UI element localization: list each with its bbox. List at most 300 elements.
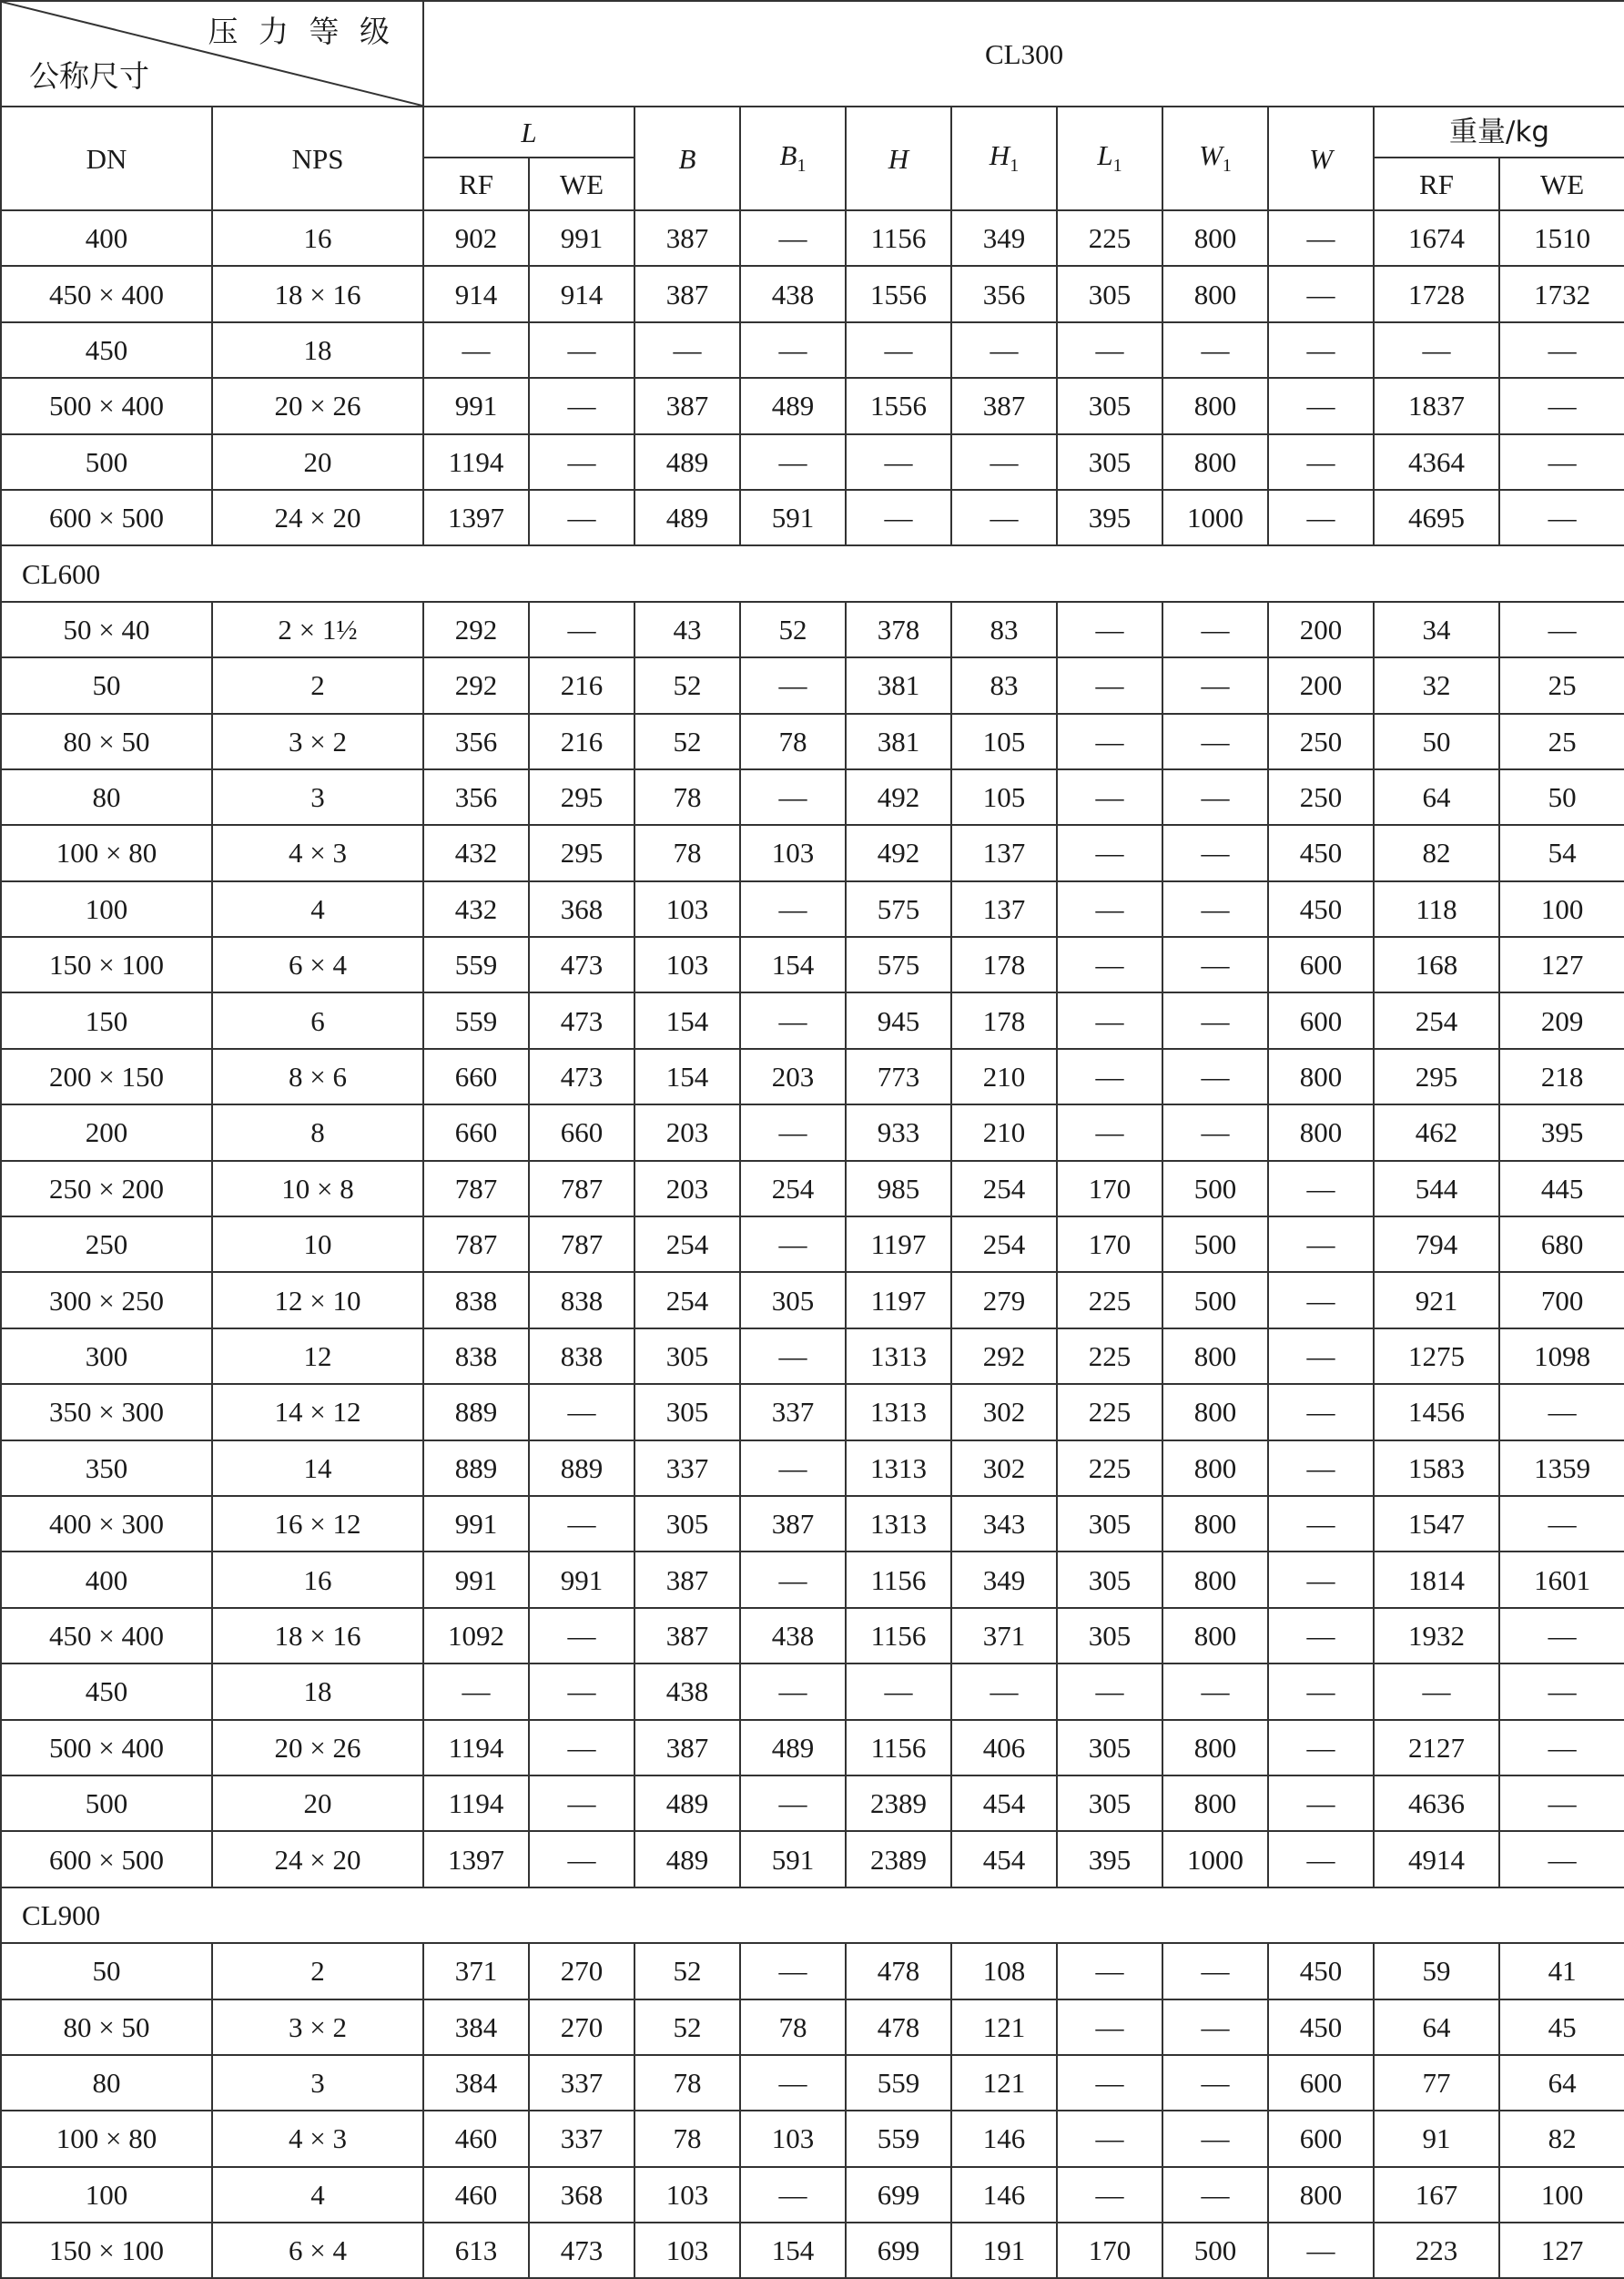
subheader-l-we: WE [529,158,634,210]
table-cell: 154 [740,937,846,992]
table-cell: 387 [634,378,740,433]
class-section-row [1,1887,1624,1943]
table-cell: — [1268,1272,1374,1328]
table-cell: 559 [846,2055,951,2111]
table-cell: 300 [1,1328,212,1384]
table-row [1,1663,1624,1719]
table-cell: — [740,992,846,1048]
table-cell: 295 [529,825,634,880]
table-cell: 800 [1162,266,1268,321]
table-cell: 20 [212,434,423,490]
table-cell: 2127 [1374,1720,1499,1775]
table-cell: 381 [846,657,951,713]
table-cell: — [1057,769,1162,825]
table-cell: 52 [634,1999,740,2055]
table-cell: 1098 [1499,1328,1624,1384]
table-row [1,1999,1624,2055]
table-cell: 450 × 400 [1,1608,212,1663]
table-cell: 1313 [846,1496,951,1552]
table-row [1,1943,1624,1999]
table-cell: 43 [634,602,740,657]
table-cell: 8 × 6 [212,1049,423,1104]
table-cell: 20 [212,1775,423,1831]
table-cell: 660 [423,1104,529,1160]
table-cell: — [1057,2167,1162,2223]
table-cell: 6 [212,992,423,1048]
table-cell: 8 [212,1104,423,1160]
table-cell: 50 [1374,714,1499,769]
table-cell: — [1499,1831,1624,1887]
col-header-w1-letter: W [1199,139,1223,172]
table-cell: 991 [529,210,634,266]
table-cell: 305 [1057,378,1162,433]
table-cell: 127 [1499,2223,1624,2278]
table-cell: 387 [634,1608,740,1663]
table-cell: 492 [846,825,951,880]
table-cell: — [1268,1775,1374,1831]
table-cell: — [1162,825,1268,880]
table-cell: 250 [1268,769,1374,825]
table-cell: — [1162,769,1268,825]
table-cell: — [1499,1720,1624,1775]
table-cell: — [951,322,1057,378]
table-cell: — [1162,602,1268,657]
table-cell: — [1162,1999,1268,2055]
table-cell: — [1162,2167,1268,2223]
table-cell: 559 [423,992,529,1048]
table-cell: — [846,322,951,378]
table-cell: 450 [1,322,212,378]
table-cell: 902 [423,210,529,266]
table-cell: 225 [1057,1272,1162,1328]
table-cell: 24 × 20 [212,1831,423,1887]
table-cell: 305 [1057,1720,1162,1775]
table-cell: 337 [529,2111,634,2166]
table-cell: 1932 [1374,1608,1499,1663]
pressure-class-label: 压 力 等 级 [208,14,395,49]
table-row [1,657,1624,713]
table-cell: 64 [1374,769,1499,825]
table-cell: 91 [1374,2111,1499,2166]
table-cell: — [1162,1943,1268,1999]
table-cell: 50 × 40 [1,602,212,657]
table-cell: 800 [1162,1720,1268,1775]
table-cell: 400 [1,1552,212,1607]
table-cell: — [1268,2223,1374,2278]
table-cell: 914 [423,266,529,321]
table-cell: 200 × 150 [1,1049,212,1104]
table-cell: 4 [212,881,423,937]
table-cell: — [740,1216,846,1272]
table-cell: — [1499,490,1624,545]
table-cell: 600 [1268,992,1374,1048]
table-cell: 384 [423,2055,529,2111]
table-cell: 216 [529,657,634,713]
table-cell: 18 × 16 [212,1608,423,1663]
table-cell: 225 [1057,1384,1162,1440]
table-cell: 1156 [846,1552,951,1607]
table-cell: 78 [740,714,846,769]
header-row-class [1,1,1624,107]
table-cell: 450 [1268,1999,1374,2055]
table-cell: 478 [846,1943,951,1999]
table-cell: 914 [529,266,634,321]
table-cell: 50 [1499,769,1624,825]
table-cell: 82 [1374,825,1499,880]
table-cell: 100 [1499,2167,1624,2223]
table-cell: 105 [951,769,1057,825]
table-cell: 1194 [423,1720,529,1775]
table-cell: 168 [1374,937,1499,992]
table-cell: 500 [1162,2223,1268,2278]
table-cell: 991 [423,378,529,433]
table-cell: 337 [740,1384,846,1440]
table-cell: — [740,2055,846,2111]
table-cell: 889 [423,1440,529,1496]
table-cell: 500 [1162,1272,1268,1328]
table-cell: 1194 [423,434,529,490]
table-cell: — [740,1104,846,1160]
table-cell: 25 [1499,714,1624,769]
table-cell: — [1499,1775,1624,1831]
table-row [1,266,1624,321]
table-row [1,378,1624,433]
table-cell: — [1057,2055,1162,2111]
table-cell: 218 [1499,1049,1624,1104]
table-cell: — [1162,992,1268,1048]
table-row [1,1775,1624,1831]
table-cell: 600 [1268,937,1374,992]
table-cell: — [1162,1663,1268,1719]
table-cell: — [846,490,951,545]
table-cell: 1197 [846,1272,951,1328]
table-cell: 438 [634,1663,740,1719]
table-cell: 167 [1374,2167,1499,2223]
table-cell: 191 [951,2223,1057,2278]
table-cell: 10 × 8 [212,1161,423,1216]
table-cell: 18 [212,1663,423,1719]
table-cell: 10 [212,1216,423,1272]
table-cell: — [1268,266,1374,321]
table-cell: — [740,769,846,825]
table-cell: 500 [1162,1216,1268,1272]
col-header-b1-sub: 1 [797,156,807,177]
table-cell: 250 [1,1216,212,1272]
nominal-size-label: 公称尺寸 [29,58,149,94]
table-cell: 600 × 500 [1,490,212,545]
table-cell: 12 [212,1328,423,1384]
table-cell: — [1057,937,1162,992]
table-cell: 2 [212,657,423,713]
table-cell: 146 [951,2167,1057,2223]
table-cell: 432 [423,881,529,937]
table-cell: — [1162,2111,1268,2166]
table-cell: 25 [1499,657,1624,713]
table-row [1,434,1624,490]
table-cell: — [529,322,634,378]
table-cell: — [740,657,846,713]
table-cell: — [1162,881,1268,937]
table-cell: 3 × 2 [212,1999,423,2055]
table-cell: 150 [1,992,212,1048]
table-cell: 500 [1,1775,212,1831]
col-header-weight: 重量/kg [1374,107,1624,158]
table-cell: 787 [529,1161,634,1216]
col-header-w1-sub: 1 [1222,156,1232,177]
table-cell: — [1268,1328,1374,1384]
table-cell: 170 [1057,1216,1162,1272]
table-cell: — [1057,825,1162,880]
table-cell: — [529,1775,634,1831]
table-cell: 32 [1374,657,1499,713]
table-cell: 14 [212,1440,423,1496]
table-cell: 3 [212,2055,423,2111]
table-cell: 4636 [1374,1775,1499,1831]
table-cell: 473 [529,1049,634,1104]
table-cell: 387 [634,1552,740,1607]
table-cell: 103 [634,2223,740,2278]
table-cell: 473 [529,2223,634,2278]
col-header-h: H [846,107,951,210]
table-cell: 680 [1499,1216,1624,1272]
table-cell: 4 [212,2167,423,2223]
table-row [1,602,1624,657]
table-cell: 400 [1,210,212,266]
table-cell: 1313 [846,1328,951,1384]
table-cell: 137 [951,825,1057,880]
table-cell: 200 [1,1104,212,1160]
subheader-weight-rf: RF [1374,158,1499,210]
table-cell: 121 [951,2055,1057,2111]
table-cell: 137 [951,881,1057,937]
table-cell: — [1499,1384,1624,1440]
table-cell: 4914 [1374,1831,1499,1887]
table-cell: — [1499,378,1624,433]
table-cell: 450 × 400 [1,266,212,321]
table-cell: 18 [212,322,423,378]
table-cell: 254 [951,1216,1057,1272]
table-cell: — [423,1663,529,1719]
table-cell: 395 [1057,490,1162,545]
table-cell: 800 [1268,1104,1374,1160]
corner-header-cell [1,1,423,107]
table-cell: 1547 [1374,1496,1499,1552]
col-header-nps: NPS [212,107,423,210]
table-cell: 395 [1499,1104,1624,1160]
table-cell: 4 × 3 [212,825,423,880]
table-cell: — [740,1775,846,1831]
table-cell: 600 [1268,2111,1374,2166]
table-cell: 108 [951,1943,1057,1999]
table-cell: 489 [740,1720,846,1775]
table-cell: 154 [634,992,740,1048]
table-cell: 921 [1374,1272,1499,1328]
table-cell: 438 [740,266,846,321]
table-cell: 52 [634,714,740,769]
table-cell: 406 [951,1720,1057,1775]
table-cell: 387 [951,378,1057,433]
table-cell: — [1162,322,1268,378]
table-cell: 225 [1057,210,1162,266]
table-cell: 305 [1057,1496,1162,1552]
table-cell: — [1374,1663,1499,1719]
table-cell: 368 [529,2167,634,2223]
table-cell: 83 [951,657,1057,713]
table-cell: 787 [423,1216,529,1272]
table-cell: — [1499,602,1624,657]
table-cell: 787 [529,1216,634,1272]
subheader-l-rf: RF [423,158,529,210]
col-header-l1-sub: 1 [1112,156,1122,177]
table-cell: 991 [529,1552,634,1607]
table-cell: 700 [1499,1272,1624,1328]
table-cell: — [740,1943,846,1999]
table-cell: 105 [951,714,1057,769]
table-cell: — [529,1384,634,1440]
table-cell: 52 [634,1943,740,1999]
table-cell: 305 [634,1496,740,1552]
table-cell: 210 [951,1049,1057,1104]
col-header-l1 [1057,107,1162,210]
table-cell: 210 [951,1104,1057,1160]
table-row [1,2223,1624,2278]
table-cell: 460 [423,2167,529,2223]
table-cell: — [1057,602,1162,657]
table-cell: 800 [1162,1552,1268,1607]
table-cell: 773 [846,1049,951,1104]
table-cell: 489 [634,434,740,490]
table-cell: 349 [951,1552,1057,1607]
table-cell: 489 [634,1831,740,1887]
table-cell: 150 × 100 [1,937,212,992]
table-row [1,1496,1624,1552]
class-section-label: CL900 [1,1887,1624,1943]
col-header-h1-letter: H [989,139,1010,172]
table-cell: 838 [529,1328,634,1384]
table-cell: — [1057,992,1162,1048]
table-cell: 591 [740,490,846,545]
table-cell: — [846,434,951,490]
table-row [1,1216,1624,1272]
table-cell: 2389 [846,1831,951,1887]
table-cell: 80 × 50 [1,714,212,769]
table-cell: 1583 [1374,1440,1499,1496]
table-cell: 223 [1374,2223,1499,2278]
table-cell: 350 [1,1440,212,1496]
table-cell: — [951,434,1057,490]
table-cell: 492 [846,769,951,825]
table-cell: 500 [1,434,212,490]
table-cell: 838 [423,1272,529,1328]
table-cell: 302 [951,1440,1057,1496]
table-row [1,1384,1624,1440]
table-cell: 16 [212,210,423,266]
table-cell: — [1268,1552,1374,1607]
table-cell: 100 [1,2167,212,2223]
table-row [1,714,1624,769]
table-cell: 20 × 26 [212,378,423,433]
table-cell: 343 [951,1496,1057,1552]
table-row [1,210,1624,266]
table-cell: — [1162,937,1268,992]
table-cell: 24 × 20 [212,490,423,545]
table-cell: — [1499,1496,1624,1552]
table-cell: 305 [1057,266,1162,321]
table-cell: 575 [846,937,951,992]
table-cell: 20 × 26 [212,1720,423,1775]
table-cell: 78 [634,2055,740,2111]
table-cell: 438 [740,1608,846,1663]
table-cell: 800 [1162,1775,1268,1831]
table-cell: 559 [423,937,529,992]
table-cell: — [1268,1384,1374,1440]
table-cell: — [1268,1608,1374,1663]
table-cell: 1674 [1374,210,1499,266]
table-cell: 384 [423,1999,529,2055]
table-row [1,1552,1624,1607]
table-cell: 800 [1162,1608,1268,1663]
table-cell: 50 [1,657,212,713]
table-cell: 349 [951,210,1057,266]
table-cell: 103 [634,937,740,992]
table-cell: — [1057,2111,1162,2166]
table-cell: 445 [1499,1161,1624,1216]
table-cell: 794 [1374,1216,1499,1272]
table-cell: — [1057,881,1162,937]
table-cell: 4364 [1374,434,1499,490]
table-cell: — [529,1831,634,1887]
table-cell: — [846,1663,951,1719]
table-cell: — [1268,1663,1374,1719]
table-cell: 395 [1057,1831,1162,1887]
table-cell: 1397 [423,490,529,545]
table-cell: 838 [423,1328,529,1384]
table-cell: 337 [529,2055,634,2111]
table-row [1,322,1624,378]
table-cell: 1194 [423,1775,529,1831]
table-cell: 454 [951,1831,1057,1887]
table-cell: 1156 [846,1608,951,1663]
table-cell: 80 × 50 [1,1999,212,2055]
table-cell: 600 [1268,2055,1374,2111]
table-cell: 295 [529,769,634,825]
table-cell: 305 [634,1328,740,1384]
table-cell: 1732 [1499,266,1624,321]
table-row [1,1440,1624,1496]
table-cell: 45 [1499,1999,1624,2055]
table-cell: — [1268,490,1374,545]
table-cell: 100 × 80 [1,825,212,880]
table-cell: 292 [951,1328,1057,1384]
table-row [1,1328,1624,1384]
table-cell: 54 [1499,825,1624,880]
table-cell: 544 [1374,1161,1499,1216]
table-cell: 270 [529,1999,634,2055]
table-row [1,490,1624,545]
table-cell: 489 [740,378,846,433]
table-cell: 170 [1057,2223,1162,2278]
table-cell: 103 [634,2167,740,2223]
table-cell: — [1057,322,1162,378]
table-row [1,881,1624,937]
table-cell: 575 [846,881,951,937]
table-cell: 292 [423,602,529,657]
table-cell: 295 [1374,1049,1499,1104]
table-row [1,937,1624,992]
table-cell: 800 [1268,2167,1374,2223]
table-cell: 83 [951,602,1057,657]
col-header-l: L [423,107,634,158]
